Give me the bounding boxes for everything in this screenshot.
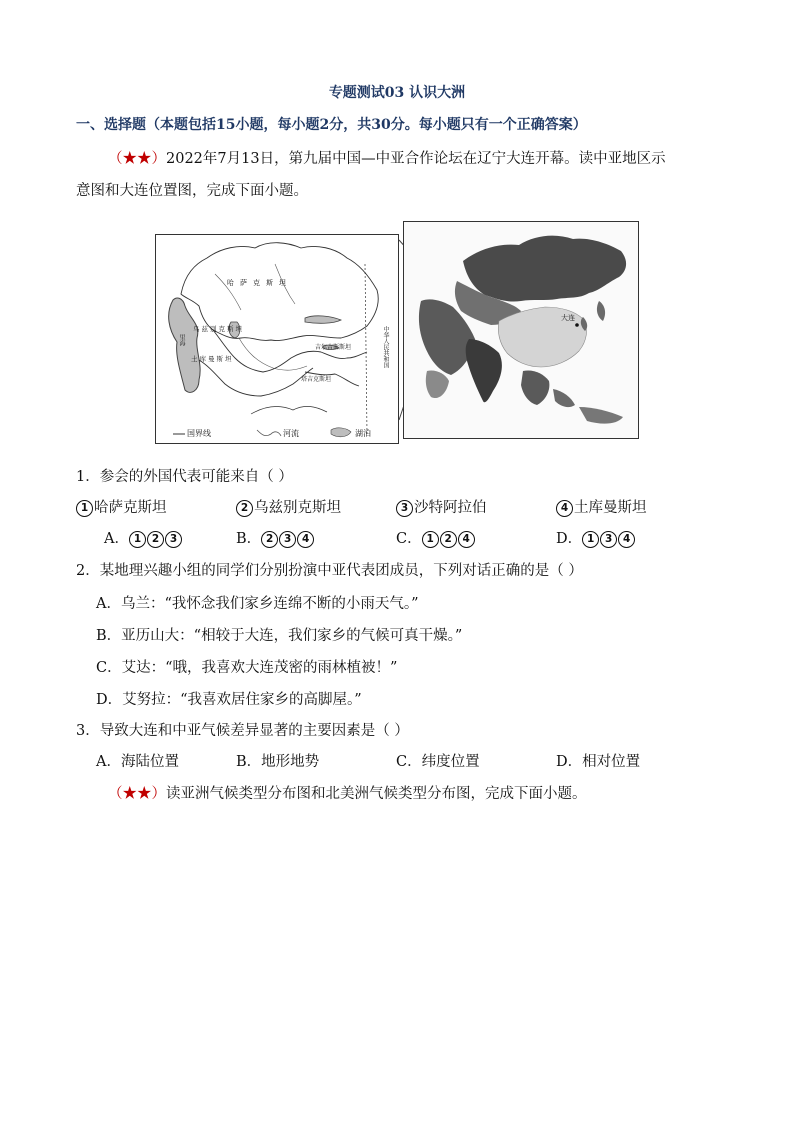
q2-option-a[interactable]: A．乌兰：“我怀念我们家乡连绵不断的小雨天气。” xyxy=(96,596,419,612)
q3-stem: 3．导致大连和中亚气候差异显著的主要因素是（ ） xyxy=(76,723,409,739)
label-tajikistan: 塔吉克斯坦 xyxy=(301,376,332,383)
difficulty-stars: （★★） xyxy=(108,151,166,167)
q1-item-1: 1 哈萨克斯坦 xyxy=(76,496,167,517)
section-heading: 一、选择题（本题包括15小题，每小题2分，共30分。每小题只有一个正确答案） xyxy=(76,117,587,133)
q1-option-d[interactable]: D． 1 3 4 xyxy=(556,527,636,548)
intro-line-2: 意图和大连位置图，完成下面小题。 xyxy=(76,183,308,199)
q2-option-d[interactable]: D．艾努拉：“我喜欢居住家乡的高脚屋。” xyxy=(96,692,362,708)
q1-item-2: 2 乌兹别克斯坦 xyxy=(236,496,341,517)
dalian-marker xyxy=(575,323,579,327)
label-china: 中华人民共和国 xyxy=(382,326,389,368)
intro-line-1 xyxy=(108,147,666,168)
q3-option-a[interactable]: A．海陆位置 xyxy=(96,754,179,770)
label-kazakhstan: 哈萨克斯坦 xyxy=(227,279,292,287)
q1-option-c[interactable]: C． 1 2 4 xyxy=(396,527,476,548)
q2-option-b[interactable]: B．亚历山大：“相较于大连，我们家乡的气候可真干燥。” xyxy=(96,628,463,644)
q3-option-d[interactable]: D．相对位置 xyxy=(556,754,641,770)
q1-option-b[interactable]: B． 2 3 4 xyxy=(236,527,315,548)
legend-river-label: 河流 xyxy=(283,429,299,438)
q3-option-c[interactable]: C．纬度位置 xyxy=(396,754,480,770)
label-caspian: 里海 xyxy=(178,334,185,346)
label-turkmenistan: 土库曼斯坦 xyxy=(191,355,234,363)
page-title: 专题测试03 认识大洲 xyxy=(328,85,466,101)
difficulty-stars-2: （★★） xyxy=(108,786,166,802)
q2-stem: 2．某地理兴趣小组的同学们分别扮演中亚代表团成员，下列对话正确的是（ ） xyxy=(76,563,583,579)
asia-map xyxy=(403,221,639,439)
label-dalian: 大连 xyxy=(561,314,575,322)
q1-option-a[interactable]: A． 1 2 3 xyxy=(104,527,183,548)
label-uzbekistan: 乌兹别克斯坦 xyxy=(193,325,244,333)
intro-text-1: 2022年7月13日，第九届中国—中亚合作论坛在辽宁大连开幕。读中亚地区示 xyxy=(166,151,666,167)
q1-item-3: 3 沙特阿拉伯 xyxy=(396,496,487,517)
intro-text-2: 读亚洲气候类型分布图和北美洲气候类型分布图，完成下面小题。 xyxy=(166,786,587,802)
intro-2 xyxy=(108,782,587,803)
label-kyrgyzstan: 吉尔吉斯斯坦 xyxy=(315,344,352,351)
central-asia-map xyxy=(155,234,399,444)
q3-option-b[interactable]: B．地形地势 xyxy=(236,754,320,770)
q1-stem: 1．参会的外国代表可能来自（ ） xyxy=(76,469,293,485)
legend-border-label: 国界线 xyxy=(187,429,211,438)
q1-item-4: 4 土库曼斯坦 xyxy=(556,496,647,517)
legend-lake-label: 湖泊 xyxy=(355,429,371,438)
q2-option-c[interactable]: C．艾达：“哦，我喜欢大连茂密的雨林植被！” xyxy=(96,660,398,676)
